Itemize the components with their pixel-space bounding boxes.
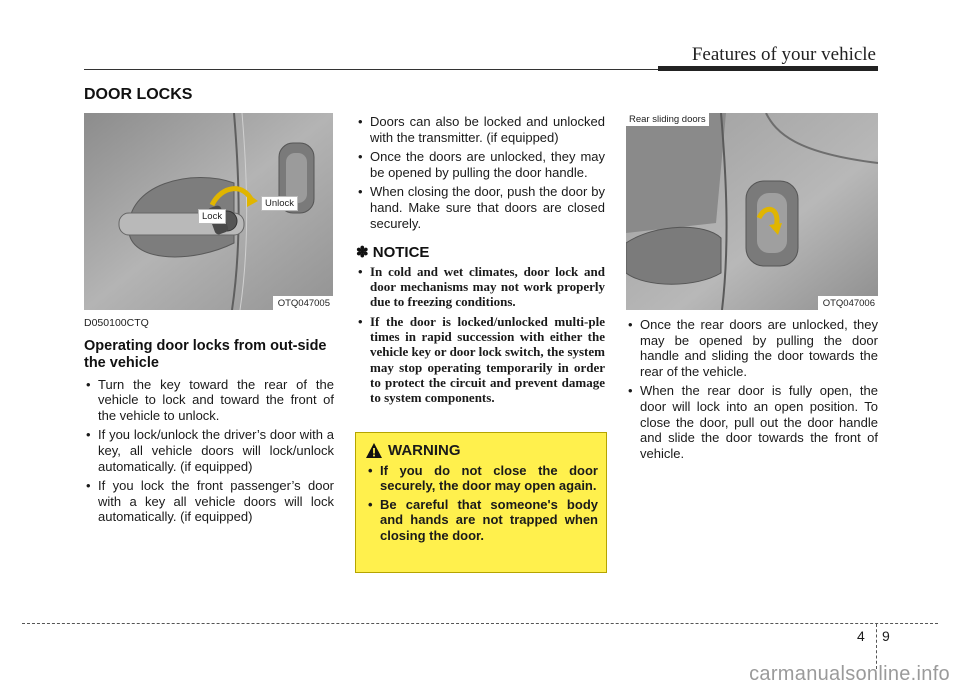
- front-door-photo: [84, 113, 333, 310]
- unlock-label: Unlock: [261, 196, 298, 211]
- column-middle: [356, 114, 605, 409]
- instruction-list: [626, 317, 878, 461]
- list-item: • Once the rear doors are unlocked, they may be opened by pulling the door handle and sliding the door towards the rear of the vehicle.: [626, 317, 878, 379]
- watermark: carmanualsonline.info: [749, 663, 950, 685]
- list-item: • If you lock the front passenger’s door with a key all vehicle doors will lock automatically. (if equipped): [84, 478, 334, 525]
- section-code: D050100CTQ: [84, 317, 149, 329]
- header-rule: [84, 69, 658, 70]
- warning-triangle-icon: [366, 443, 382, 458]
- rear-door-photo: [626, 113, 878, 310]
- footer-rule: [22, 623, 938, 624]
- running-header: Features of your vehicle: [691, 44, 876, 65]
- header-rule-thick: [658, 66, 878, 71]
- list-item: • Be careful that someone's body and hands are not trapped when closing the door.: [366, 497, 598, 544]
- list-item: • Doors can also be locked and unlocked with the transmitter. (if equipped): [356, 114, 605, 145]
- instruction-list: [84, 377, 334, 525]
- warning-title: WARNING: [388, 442, 461, 459]
- list-item: • If the door is locked/unlocked multi-ple times in rapid succession with either the vehicle key or door lock switch, the system may stop operating temporarily in order to protect the circuit and prevent damage to system components.: [356, 314, 605, 406]
- list-item: • If you do not close the door securely, the door may open again.: [366, 463, 598, 494]
- list-item: • When the rear door is fully open, the door will lock into an open position. To close the door, pull out the door handle and slide the door towards the front of vehicle.: [626, 383, 878, 461]
- instruction-list: [356, 114, 605, 231]
- list-item: • When closing the door, push the door by hand. Make sure that doors are closed securely.: [356, 184, 605, 231]
- page-number: 9: [882, 628, 890, 644]
- lock-label: Lock: [198, 209, 226, 224]
- photo-code: OTQ047006: [818, 296, 878, 310]
- list-item: • Turn the key toward the rear of the vehicle to lock and toward the front of the vehicle to unlock.: [84, 377, 334, 424]
- list-item: • Once the doors are unlocked, they may be opened by pulling the door handle.: [356, 149, 605, 180]
- photo-code: OTQ047005: [273, 296, 333, 310]
- subsection-heading: Operating door locks from out-side the vehicle: [84, 337, 327, 371]
- chapter-number: 4: [857, 628, 865, 644]
- section-title: DOOR LOCKS: [84, 86, 193, 103]
- list-item: • In cold and wet climates, door lock and door mechanisms may not work properly due to freezing conditions.: [356, 264, 605, 310]
- list-item: • If you lock/unlock the driver’s door with a key, all vehicle doors will lock/unlock automatically. (if equipped): [84, 427, 334, 474]
- column-right: [626, 317, 878, 465]
- warning-box: [355, 432, 607, 573]
- rear-door-illustration: [626, 113, 878, 310]
- warning-heading: [366, 443, 598, 459]
- notice-heading: ✽ NOTICE: [356, 244, 430, 262]
- warning-list: [366, 463, 598, 544]
- notice-list: [356, 264, 605, 406]
- rear-sliding-doors-label: Rear sliding doors: [626, 113, 709, 126]
- column-left: [84, 316, 334, 529]
